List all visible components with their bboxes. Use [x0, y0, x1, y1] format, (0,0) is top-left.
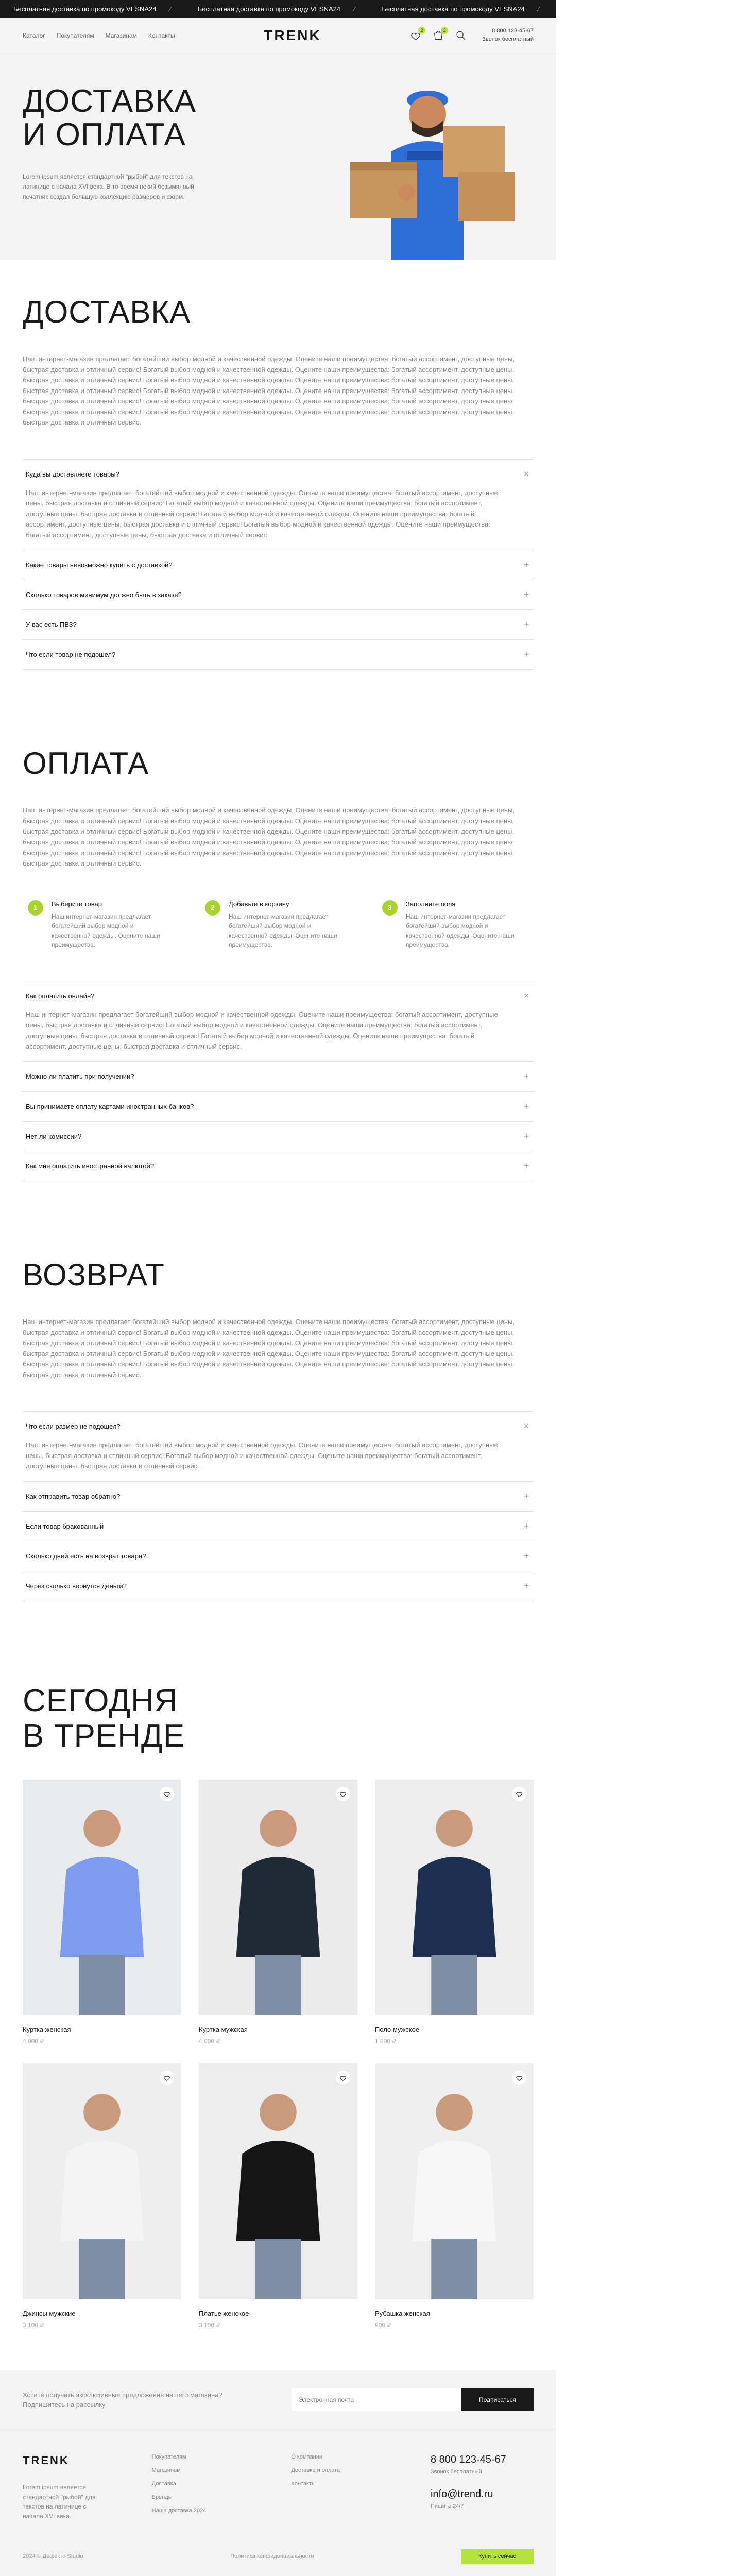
faq-item[interactable]	[23, 1062, 534, 1092]
hero-banner	[0, 54, 556, 260]
hero-title: ДОСТАВКА И ОПЛАТА	[23, 83, 196, 153]
product-price: 1 800 ₽	[375, 2038, 396, 2045]
footer-link[interactable]: О компании	[291, 2454, 322, 2461]
faq-question[interactable]: Сколько товаров минимум должно быть в заказе?	[26, 591, 182, 599]
nav-link-contacts[interactable]: Контакты	[148, 31, 175, 39]
faq-question[interactable]: Вы принимаете оплату картами иностранных банков?	[26, 1103, 194, 1111]
plus-icon[interactable]: +	[523, 1071, 529, 1082]
product-price: 3 100 ₽	[199, 2321, 220, 2329]
delivery-lead: Наш интернет-магазин предлагает богатейший выбор модной и качественной одежды. Оцените наши преимущества: богатый ассортимент, доступные цены, быстрая доставка и отличный сервис! Богатый выбор модной и качественной одежды. Оцените наши преимущества: богатый ассортимент, доступные цены, быстрая доставка и отличный сервис! Богатый выбор модной и качественной одежды. Оцените наши преимущества: богатый ассортимент, доступные цены, быстрая доставка и отличный сервис! Богатый выбор модной и качественной одежды. Оцените наши преимущества: богатый ассортимент, доступные цены, быстрая доставка и отличный сервис! Богатый выбор модной и качественной одежды. Оцените наши преимущества: богатый ассортимент, доступные цены, быстрая доставка и отличный сервис! Богатый выбор модной и качественной одежды. Оцените наши преимущества: богатый ассортимент, доступные цены, быстрая доставка и отличный сервис.	[23, 355, 515, 427]
promo-label: Бесплатная доставка по промокоду VESNA24	[13, 5, 157, 13]
product-image[interactable]	[375, 1780, 534, 2015]
footer-links-col1	[152, 2454, 239, 2523]
model-silhouette	[23, 1780, 181, 2015]
faq-item[interactable]	[23, 460, 534, 551]
faq-item[interactable]	[23, 1122, 534, 1151]
newsletter-banner	[0, 2370, 556, 2430]
payment-steps	[23, 900, 534, 950]
plus-icon[interactable]: +	[523, 1131, 529, 1142]
copyright-text: 2024 © Дефекто Studio	[23, 2553, 83, 2560]
plus-icon[interactable]: +	[523, 619, 529, 630]
product-card[interactable]	[23, 1780, 181, 2045]
faq-question[interactable]: Что если размер не подошел?	[26, 1422, 121, 1431]
payment-step	[28, 900, 174, 950]
payment-step	[205, 900, 351, 950]
nav-link-buyers[interactable]: Покупателям	[56, 31, 94, 39]
faq-question[interactable]: Какие товары невозможно купить с доставкой?	[26, 561, 173, 569]
faq-question[interactable]: Как оплатить онлайн?	[26, 992, 95, 1000]
plus-icon[interactable]: +	[523, 589, 529, 600]
footer-link[interactable]: Наша доставка 2024	[151, 2507, 207, 2514]
payment-lead: Наш интернет-магазин предлагает богатейший выбор модной и качественной одежды. Оцените наши преимущества: богатый ассортимент, доступные цены, быстрая доставка и отличный сервис! Богатый выбор модной и качественной одежды. Оцените наши преимущества: богатый ассортимент, доступные цены, быстрая доставка и отличный сервис! Богатый выбор модной и качественной одежды. Оцените наши преимущества: богатый ассортимент, доступные цены, быстрая доставка и отличный сервис! Богатый выбор модной и качественной одежды. Оцените наши преимущества: богатый ассортимент, доступные цены, быстрая доставка и отличный сервис! Богатый выбор модной и качественной одежды. Оцените наши преимущества: богатый ассортимент, доступные цены, быстрая доставка и отличный сервис.	[23, 806, 515, 868]
promo-text	[553, 5, 737, 13]
promo-label: Бесплатная доставка по промокоду VESNA24	[565, 5, 709, 13]
product-card[interactable]	[199, 2063, 357, 2329]
faq-item[interactable]	[23, 1151, 534, 1181]
delivery-section	[0, 260, 556, 690]
product-image[interactable]	[23, 2063, 181, 2299]
step-title: Добавьте в корзину	[229, 900, 289, 908]
faq-answer: Наш интернет-магазин предлагает богатейший выбор модной и качественной одежды. Оцените наши преимущества: богатый ассортимент, доступные цены, быстрая доставка и отличный сервис! Богатый выбор модной и качественной одежды. Оцените наши преимущества: богатый ассортимент, доступные цены, быстрая доставка и отличный сервис! Богатый выбор модной и качественной одежды. Оцените наши преимущества: богатый ассортимент, доступные цены, быстрая доставка и отличный сервис.	[26, 1010, 498, 1050]
product-name[interactable]: Рубашка женская	[375, 2310, 430, 2318]
returns-lead: Наш интернет-магазин предлагает богатейший выбор модной и качественной одежды. Оцените наши преимущества: богатый ассортимент, доступные цены, быстрая доставка и отличный сервис! Богатый выбор модной и качественной одежды. Оцените наши преимущества: богатый ассортимент, доступные цены, быстрая доставка и отличный сервис! Богатый выбор модной и качественной одежды. Оцените наши преимущества: богатый ассортимент, доступные цены, быстрая доставка и отличный сервис! Богатый выбор модной и качественной одежды. Оцените наши преимущества: богатый ассортимент, доступные цены, быстрая доставка и отличный сервис! Богатый выбор модной и качественной одежды. Оцените наши преимущества: богатый ассортимент, доступные цены, быстрая доставка и отличный сервис.	[23, 1318, 515, 1379]
payment-step	[382, 900, 528, 950]
delivery-title: ДОСТАВКА	[23, 295, 191, 329]
plus-icon[interactable]: +	[523, 1580, 529, 1591]
product-card[interactable]	[199, 1780, 357, 2045]
product-card[interactable]	[23, 2063, 181, 2329]
faq-question[interactable]: Можно ли платить при получении?	[26, 1073, 134, 1081]
payment-faq	[23, 981, 534, 1181]
close-icon[interactable]: ×	[523, 1421, 529, 1432]
newsletter-email-input[interactable]	[292, 2388, 461, 2411]
product-name[interactable]: Куртка мужская	[199, 2026, 248, 2034]
product-price: 900 ₽	[375, 2321, 391, 2329]
step-text: Наш интернет-магазин предлагает богатейший выбор модной и качественной одежды. Оцените наши преимущества.	[52, 912, 160, 949]
step-text: Наш интернет-магазин предлагает богатейший выбор модной и качественной одежды. Оцените наши преимущества.	[406, 912, 515, 949]
footer-phone-note: Звонок бесплатный	[430, 2469, 482, 2476]
site-logo[interactable]: TRENK	[264, 27, 321, 43]
separator-icon: ⁄	[722, 5, 724, 13]
cart-count-badge: 3	[441, 27, 448, 34]
trending-title: СЕГОДНЯ В ТРЕНДЕ	[23, 1683, 185, 1754]
promo-text	[184, 5, 369, 13]
step-number-badge: 1	[28, 900, 43, 916]
site-header	[0, 18, 556, 54]
model-silhouette	[199, 2063, 357, 2299]
newsletter-text: Хотите получать эксклюзивные предложения нашего магазина? Подпишитесь на рассылку	[23, 2391, 222, 2409]
faq-item[interactable]	[23, 610, 534, 640]
faq-question[interactable]: Если товар бракованный	[26, 1522, 104, 1530]
promo-label: Бесплатная доставка по промокоду VESNA24	[382, 5, 525, 13]
promo-text	[368, 5, 553, 13]
courier-illustration	[330, 69, 525, 260]
model-silhouette	[375, 2063, 534, 2299]
footer-about: Lorem ipsum является стандартной "рыбой" для текстов на латинице с начала XVI века.	[23, 2484, 96, 2520]
faq-question[interactable]: Как мне оплатить иностранной валютой?	[26, 1162, 155, 1171]
hero-text: Lorem ipsum является стандартной "рыбой" для текстов на латинице с начала XVI века. В то время некий безымянный печатник создал большую коллекцию размеров и форм.	[23, 173, 194, 200]
faq-item[interactable]	[23, 1092, 534, 1122]
header-phone-note: Звонок бесплатный	[482, 36, 534, 42]
promo-topbar	[0, 0, 724, 18]
cart-icon[interactable]	[433, 27, 446, 41]
step-title: Выберите товар	[52, 900, 102, 908]
header-contact	[482, 27, 534, 43]
footer-link[interactable]: Доставка и оплата	[291, 2467, 340, 2474]
trending-section	[0, 1622, 556, 2370]
faq-item[interactable]	[23, 1512, 534, 1541]
payment-title: ОПЛАТА	[23, 746, 149, 781]
footer-contacts	[431, 2454, 534, 2523]
separator-icon: ⁄	[354, 5, 355, 13]
nav-link-stores[interactable]: Магазинам	[105, 31, 137, 39]
step-number-badge: 2	[205, 900, 220, 916]
product-price: 4 000 ₽	[199, 2038, 220, 2045]
faq-question[interactable]: Как отправить товар обратно?	[26, 1492, 121, 1500]
plus-icon[interactable]: +	[523, 560, 529, 570]
footer-link[interactable]: Доставка	[151, 2481, 176, 2487]
returns-section	[0, 1202, 556, 1622]
faq-item[interactable]	[23, 550, 534, 580]
faq-question[interactable]: У вас есть ПВЗ?	[26, 621, 77, 629]
step-title: Заполните поля	[406, 900, 456, 908]
step-number-badge: 3	[382, 900, 398, 916]
footer-email-note: Пишите 24/7	[430, 2503, 464, 2510]
faq-question[interactable]: Нет ли комиссии?	[26, 1132, 82, 1141]
faq-item[interactable]	[23, 981, 534, 1062]
plus-icon[interactable]: +	[523, 1550, 529, 1561]
delivery-faq	[23, 459, 534, 670]
product-grid	[23, 1780, 534, 2329]
faq-question[interactable]: Куда вы доставляете товары?	[26, 470, 119, 478]
nav-link-catalog[interactable]: Каталог	[23, 31, 45, 39]
subscribe-button[interactable]: Подписаться	[461, 2388, 534, 2411]
favorites-icon[interactable]	[410, 27, 423, 41]
step-text: Наш интернет-магазин предлагает богатейший выбор модной и качественной одежды. Оцените наши преимущества.	[229, 912, 337, 949]
footer-links-col2	[291, 2454, 379, 2523]
promo-text	[0, 5, 184, 13]
site-footer	[0, 2430, 556, 2576]
separator-icon: ⁄	[169, 5, 171, 13]
promo-label: Бесплатная доставка по промокоду VESNA24	[197, 5, 341, 13]
product-image[interactable]	[23, 1780, 181, 2015]
footer-phone[interactable]: 8 800 123-45-67	[430, 2454, 506, 2466]
favorites-count-badge: 2	[418, 27, 425, 34]
footer-email[interactable]: info@trend.ru	[430, 2488, 493, 2500]
product-price: 4 000 ₽	[23, 2038, 44, 2045]
search-icon[interactable]	[455, 30, 467, 41]
plus-icon[interactable]: +	[523, 1490, 529, 1501]
faq-item[interactable]	[23, 640, 534, 670]
faq-answer: Наш интернет-магазин предлагает богатейший выбор модной и качественной одежды. Оцените наши преимущества: богатый ассортимент, доступные цены, быстрая доставка и отличный сервис! Богатый выбор модной и качественной одежды. Оцените наши преимущества: богатый ассортимент, доступные цены, быстрая доставка и отличный сервис! Богатый выбор модной и качественной одежды. Оцените наши преимущества: богатый ассортимент, доступные цены, быстрая доставка и отличный сервис! Богатый выбор модной и качественной одежды. Оцените наши преимущества: богатый ассортимент, доступные цены, быстрая доставка и отличный сервис.	[26, 488, 498, 539]
product-image[interactable]	[199, 2063, 357, 2299]
model-silhouette	[23, 2063, 181, 2299]
faq-question[interactable]: Сколько дней есть на возврат товара?	[26, 1552, 146, 1560]
footer-link[interactable]: Покупателям	[151, 2454, 186, 2461]
model-silhouette	[375, 1780, 534, 2015]
returns-faq	[23, 1411, 534, 1601]
footer-link[interactable]: Бренды	[151, 2494, 173, 2501]
header-phone[interactable]: 8 800 123-45-67	[492, 28, 534, 35]
product-price: 3 100 ₽	[23, 2321, 44, 2329]
close-icon[interactable]: ×	[523, 468, 529, 479]
footer-link[interactable]: Магазинам	[151, 2467, 181, 2474]
product-name[interactable]: Куртка женская	[23, 2026, 71, 2034]
product-name[interactable]: Поло мужское	[375, 2026, 420, 2034]
plus-icon[interactable]: +	[523, 649, 529, 660]
payment-section	[0, 690, 556, 1202]
returns-title: ВОЗВРАТ	[23, 1258, 165, 1293]
model-silhouette	[199, 1780, 357, 2015]
product-name[interactable]: Джинсы мужские	[23, 2310, 76, 2318]
product-image[interactable]	[375, 2063, 534, 2299]
product-card[interactable]	[375, 1780, 534, 2045]
faq-answer: Наш интернет-магазин предлагает богатейший выбор модной и качественной одежды. Оцените наши преимущества: богатый ассортимент, доступные цены, быстрая доставка и отличный сервис! Богатый выбор модной и качественной одежды. Оцените наши преимущества: богатый ассортимент, доступные цены, быстрая доставка и отличный сервис.	[26, 1441, 498, 1470]
product-image[interactable]	[199, 1780, 357, 2015]
newsletter-form	[292, 2388, 534, 2411]
buy-now-button[interactable]: Купить сейчас	[461, 2549, 534, 2564]
faq-item[interactable]	[23, 1412, 534, 1482]
privacy-policy-link[interactable]: Политика конфиденциальности	[230, 2553, 314, 2560]
plus-icon[interactable]: +	[523, 1101, 529, 1112]
separator-icon: ⁄	[538, 5, 539, 13]
footer-logo[interactable]: TRENK	[23, 2454, 70, 2467]
faq-item[interactable]	[23, 1482, 534, 1512]
faq-item[interactable]	[23, 580, 534, 610]
faq-question[interactable]: Что если товар не подошел?	[26, 651, 116, 659]
faq-item[interactable]	[23, 1571, 534, 1601]
faq-question[interactable]: Через сколько вернутся деньги?	[26, 1582, 127, 1590]
plus-icon[interactable]: +	[523, 1520, 529, 1531]
faq-item[interactable]	[23, 1541, 534, 1571]
footer-link[interactable]: Контакты	[291, 2481, 316, 2487]
main-nav	[23, 32, 175, 39]
close-icon[interactable]: ×	[523, 990, 529, 1001]
product-name[interactable]: Платье женское	[199, 2310, 249, 2318]
product-card[interactable]	[375, 2063, 534, 2329]
plus-icon[interactable]: +	[523, 1161, 529, 1172]
